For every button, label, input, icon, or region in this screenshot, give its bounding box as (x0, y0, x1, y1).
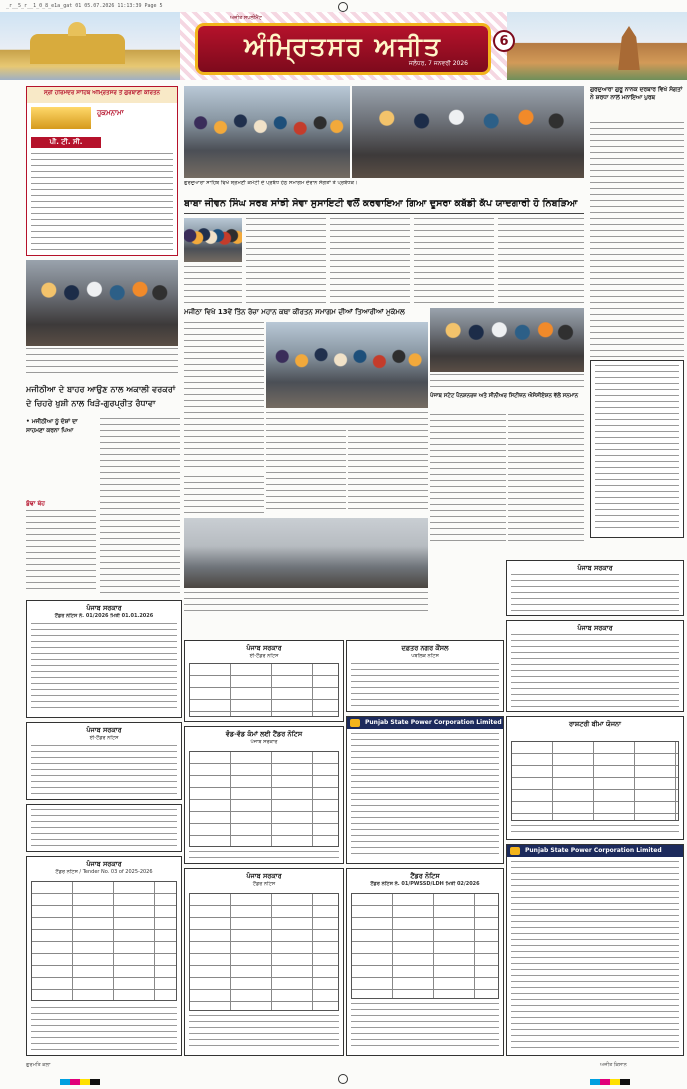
main-article-col-3 (330, 218, 410, 304)
tender-t2b (26, 804, 182, 852)
tender-r2 (506, 620, 684, 712)
main-article-col-4 (414, 218, 494, 304)
tender-t1-title: ਪੰਜਾਬ ਸਰਕਾਰ (86, 604, 122, 612)
pspcl-2-header: Punjab State Power Corporation Limited (507, 845, 683, 857)
tender-t2-sub: ਈ-ਟੈਂਡਰ ਨੋਟਿਸ (89, 735, 119, 741)
left-story-text-b (100, 418, 180, 594)
tender-r1 (506, 560, 684, 616)
tender-c5 (346, 868, 504, 1056)
tender-r1-text (511, 574, 679, 612)
gurbani-ad-label: ਹੁਕਮਨਾਮਾ (97, 109, 124, 117)
gurbani-ad-title: ਸ੍ਰੀ ਹਰਿਮੰਦਰ ਸਾਹਿਬ ਅੰਮ੍ਰਿਤਸਰ ਤੋਂ ਗੁਰਬਾਣੀ ਕੀਰਤਨ (43, 90, 161, 96)
tender-t3-sub: ਟੈਂਡਰ ਨੋਟਿਸ / Tender No. 03 of 2025-2026 (55, 869, 153, 875)
photo-protest (184, 518, 428, 588)
photo-group-caption (430, 374, 584, 388)
main-article-col-2 (246, 218, 326, 304)
tender-c2-text (351, 663, 499, 707)
tender-r2-text (511, 634, 679, 708)
tender-c2-sub: ਪਬਲਿਕ ਨੋਟਿਸ (411, 653, 439, 659)
tender-t2-title: ਪੰਜਾਬ ਸਰਕਾਰ (86, 726, 122, 734)
divider (184, 213, 584, 214)
photo-event-left (26, 260, 178, 346)
pspcl-1-text (351, 733, 499, 859)
photo-protest-caption (184, 592, 428, 614)
monument-image (507, 12, 687, 80)
tender-c3-text (189, 851, 339, 861)
tender-c4-title: ਪੰਜਾਬ ਸਰਕਾਰ (246, 872, 282, 880)
article-photo-small (184, 218, 242, 262)
tender-t2-text (31, 745, 177, 795)
registration-mark-icon (338, 2, 348, 12)
left-photo-caption (26, 348, 178, 378)
tender-r3-title: ਰਾਸ਼ਟਰੀ ਬੀਮਾ ਯੋਜਨਾ (569, 720, 621, 728)
tender-c3-title: ਵੰਡ-ਵੱਡ ਕੰਮਾਂ ਲਈ ਟੈਂਡਰ ਨੋਟਿਸ (225, 730, 303, 738)
photo-kirtan (266, 322, 428, 408)
tender-c3-sub: ਪੰਜਾਬ ਸਰਕਾਰ (250, 739, 278, 745)
tender-t3-table (31, 881, 177, 1001)
tender-r3-text (511, 825, 679, 837)
footer-left: ਗੁਰਮਤਿ ਕਲਾ (26, 1062, 51, 1068)
main-article-col-1a (184, 266, 242, 304)
tender-c2-title: ਦਫ਼ਤਰ ਨਗਰ ਕੌਂਸਲ (401, 644, 449, 652)
tender-t2b-text (31, 809, 177, 849)
tender-c5-title: ਟੈਂਡਰ ਨੋਟਿਸ (410, 872, 440, 880)
tender-t1-text (31, 623, 177, 713)
masthead (0, 12, 687, 80)
pspcl-logo-icon (350, 719, 360, 727)
right-notice-text (595, 365, 679, 533)
tender-c5-table (351, 893, 499, 999)
main-article-col-5 (498, 218, 584, 304)
right-mid-headline: ਪੰਜਾਬ ਸਟੇਟ ਪੈਨਸ਼ਨਰਜ਼ ਅਤੇ ਸੀਨੀਅਰ ਸਿਟੀਜ਼ਨ ਐਸੋਸੀਏਸ਼ਨ ਵੱਲੋਂ ਸਨਮਾਨ (430, 393, 579, 399)
tender-t2 (26, 722, 182, 800)
photo-kirtan-caption (266, 412, 428, 426)
photo-group-right (430, 308, 584, 372)
left-story-headline-1: ਮਜੀਠੀਆ ਦੇ ਬਾਹਰ ਆਉਣ ਨਾਲ ਅਕਾਲੀ ਵਰਕਰਾਂ (26, 384, 176, 394)
right-notice (590, 360, 684, 538)
tender-c4-table (189, 893, 339, 1011)
center-photo-caption: ਗੁਰਦੁਆਰਾ ਸਾਹਿਬ ਵਿਖੇ ਸ਼੍ਰੋਮਣੀ ਕਮੇਟੀ ਦੇ ਪ੍ਰਬੰਧ ਹੇਠ ਸਮਾਗਮ ਦੌਰਾਨ ਸੰਗਤਾਂ ਤੇ ਪ੍ਰਬੰਧਕ। (184, 180, 358, 186)
photo-sangat-1 (184, 86, 350, 178)
gurbani-ad (26, 86, 178, 256)
tender-r3-table (511, 741, 679, 821)
tender-pspcl-2 (506, 844, 684, 1056)
page-number: 6 (493, 30, 515, 52)
left-story-text-a (26, 510, 96, 594)
masthead-date: ਜਲੰਧਰ, 7 ਜਨਵਰੀ 2026 (408, 60, 468, 67)
tender-r1-title: ਪੰਜਾਬ ਸਰਕਾਰ (577, 564, 613, 572)
masthead-title: ਅੰਮ੍ਰਿਤਸਰ ਅਜੀਤ (244, 32, 442, 61)
golden-temple-image (0, 12, 180, 80)
gurbani-ad-text (31, 153, 173, 251)
tender-r3 (506, 716, 684, 840)
pspcl-2-text (511, 861, 679, 1051)
tender-t1 (26, 600, 182, 718)
tender-c3-table (189, 751, 339, 847)
tender-c1 (184, 640, 344, 722)
monument-icon (611, 26, 647, 70)
right-column-text (590, 122, 684, 358)
color-bar-left (60, 1079, 100, 1085)
tender-c4-sub: ਟੈਂਡਰ ਨੋਟਿਸ (252, 881, 276, 887)
section-label: ਅਜੀਤ ਸਪਲੀਮੈਂਟ (230, 15, 262, 21)
tender-r2-title: ਪੰਜਾਬ ਸਰਕਾਰ (577, 624, 613, 632)
right-column-headline: ਗੁਰਦੁਆਰਾ ਗੁਰੂ ਨਾਨਕ ਦਰਬਾਰ ਵਿਖੇ ਸੰਗਤਾਂ ਨੇ ਸ਼ਰਧਾ ਨਾਲ ਮਨਾਇਆ ਪੁਰਬ (590, 87, 683, 101)
tender-t3-title: ਪੰਜਾਬ ਸਰਕਾਰ (86, 860, 122, 868)
tender-c2 (346, 640, 504, 712)
left-story-kicker: ਬੁੱਢਾ ਥੇਹ (26, 500, 45, 507)
second-story-col-3 (348, 430, 428, 514)
tender-c4-text (189, 1015, 339, 1051)
tender-c5-text (351, 1003, 499, 1051)
tender-t3 (26, 856, 182, 1056)
left-story-subhead: • ਮਜੀਠੀਆ ਨੂੰ ਦੋਸ਼ਾਂ ਦਾ ਸਾਹਮਣਾ ਕਰਨਾ ਪਿਆ (26, 419, 78, 434)
ptc-badge: ਪੀ. ਟੀ. ਸੀ. (31, 137, 101, 148)
second-story-col-1b (184, 476, 264, 514)
temple-icon (30, 34, 125, 64)
tender-pspcl-1 (346, 716, 504, 864)
crop-strip: _r__5_r__1_0_8_e1a_gat 01 05.07.2026 11:13:39 Page 5 (6, 3, 163, 9)
color-bar-right (590, 1079, 630, 1085)
footer-right: ਅਜੀਤ ਕਿਸਾਨ (600, 1062, 627, 1068)
tender-t1-sub: ਟੈਂਡਰ ਨੋਟਿਸ ਨੰ. 01/2026 ਮਿਤੀ 01.01.2026 (54, 613, 154, 619)
tender-c5-sub: ਟੈਂਡਰ ਨੋਟਿਸ ਨੰ. 01/PWSSD/LDH ਮਿਤੀ 02/2026 (370, 881, 480, 887)
tender-c1-sub: ਈ-ਟੈਂਡਰ ਨੋਟਿਸ (249, 653, 279, 659)
pspcl-logo-icon (510, 847, 520, 855)
tender-c4 (184, 868, 344, 1056)
tender-c3 (184, 726, 344, 864)
photo-sangat-2 (352, 86, 584, 178)
tender-t3-text (31, 1007, 177, 1051)
main-headline: ਬਾਬਾ ਜੀਵਨ ਸਿੰਘ ਸਰਬ ਸਾਂਝੀ ਸੇਵਾ ਸੁਸਾਇਟੀ ਵਲੋਂ ਕਰਵਾਇਆ ਗਿਆ ਦੂਸਰਾ ਕਬੱਡੀ ਕੱਪ ਯਾਦਗਾਰੀ ਹੋ ਨਿਬੜਿਆ (184, 198, 578, 209)
tender-c1-table (189, 663, 339, 717)
right-mid-text-2 (508, 414, 584, 544)
left-story-headline-2: ਦੇ ਚਿਹਰੇ ਖੁਸ਼ੀ ਨਾਲ ਖਿੜੇ-ਗੁਰਪ੍ਰੀਤ ਰੰਧਾਵਾ (26, 398, 156, 408)
second-story-col-2 (266, 430, 346, 514)
registration-mark-icon (338, 1074, 348, 1084)
second-headline: ਮਜੀਠਾ ਵਿਖੇ 13ਵੇਂ ਤਿੰਨ ਰੋਜ਼ਾ ਮਹਾਨ ਕਥਾ ਕੀਰਤਨ ਸਮਾਗਮ ਦੀਆਂ ਤਿਆਰੀਆਂ ਮੁਕੰਮਲ (184, 308, 405, 316)
tender-c1-title: ਪੰਜਾਬ ਸਰਕਾਰ (246, 644, 282, 652)
gurbani-ad-image (31, 107, 91, 129)
right-mid-text-1 (430, 414, 506, 544)
second-story-col-1 (184, 322, 264, 472)
pspcl-1-header: Punjab State Power Corporation Limited (347, 717, 503, 729)
